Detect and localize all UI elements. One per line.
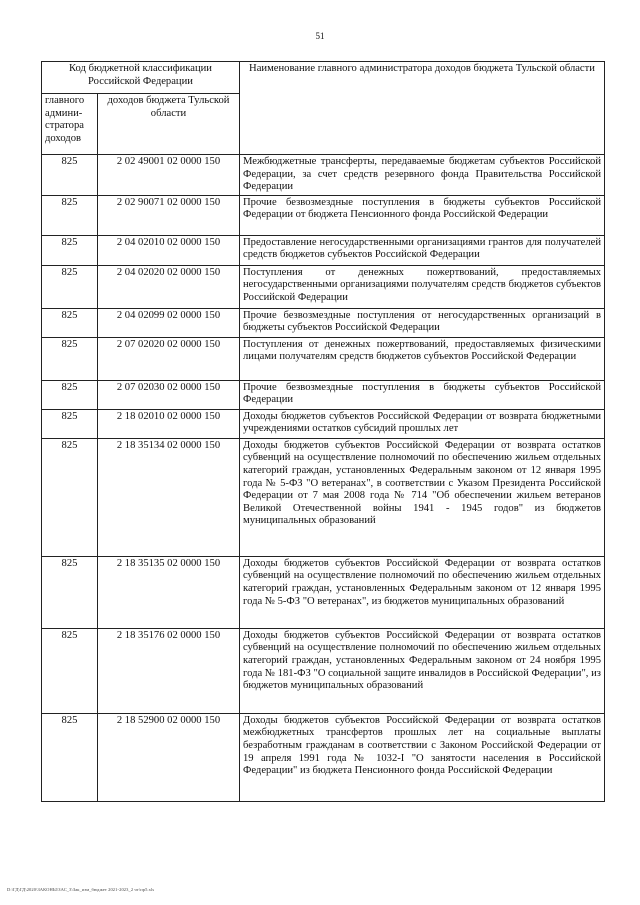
table-row bbox=[42, 438, 605, 556]
admin-code-cell: 825 bbox=[42, 713, 98, 801]
table-row bbox=[42, 337, 605, 380]
admin-code-cell: 825 bbox=[42, 195, 98, 235]
header-classification-code: Код бюджетной классификации Российской Федерации bbox=[42, 62, 240, 94]
header-administrator-name: Наименование главного администратора доходов бюджета Тульской области bbox=[240, 62, 605, 155]
table-row bbox=[42, 265, 605, 308]
admin-code-cell: 825 bbox=[42, 628, 98, 713]
page-number: 51 bbox=[315, 31, 325, 41]
table-row bbox=[42, 195, 605, 235]
admin-code-cell: 825 bbox=[42, 337, 98, 380]
income-name-cell: Прочие безвозмездные поступления в бюджеты субъектов Российской Федерации от бюджета Пенсионного фонда Российской Федерации bbox=[240, 195, 605, 235]
income-name-cell: Межбюджетные трансферты, передаваемые бюджетам субъектов Российской Федерации, за счет средств резервного фонда Правительства Российской Федерации bbox=[240, 155, 605, 196]
admin-code-cell: 825 bbox=[42, 409, 98, 438]
admin-code-cell: 825 bbox=[42, 308, 98, 337]
income-name-cell: Доходы бюджетов субъектов Российской Федерации от возврата бюджетными учреждениями остатков субсидий прошлых лет bbox=[240, 409, 605, 438]
header-main-administrator: главного админи-стратора доходов bbox=[42, 94, 98, 155]
budget-classification-table bbox=[41, 61, 605, 802]
table-row bbox=[42, 308, 605, 337]
table-row bbox=[42, 713, 605, 801]
income-code-cell: 2 07 02020 02 0000 150 bbox=[98, 337, 240, 380]
admin-code-cell: 825 bbox=[42, 265, 98, 308]
header-income-code: доходов бюджета Тульской области bbox=[98, 94, 240, 155]
table-row bbox=[42, 155, 605, 196]
admin-code-cell: 825 bbox=[42, 235, 98, 265]
table-row bbox=[42, 409, 605, 438]
table-row bbox=[42, 628, 605, 713]
admin-code-cell: 825 bbox=[42, 438, 98, 556]
file-path-footer: D:\ГД\ГД\2020\ЗАКОНЫ\ЗАС_3\Зак_изм_бюджет 2021-2023_2 чт\пр5.xls bbox=[7, 887, 155, 892]
income-code-cell: 2 18 35135 02 0000 150 bbox=[98, 556, 240, 628]
admin-code-cell: 825 bbox=[42, 556, 98, 628]
income-code-cell: 2 07 02030 02 0000 150 bbox=[98, 380, 240, 409]
income-name-cell: Доходы бюджетов субъектов Российской Федерации от возврата остатков субвенций на осуществление полномочий по обеспечению жильем отдельных категорий граждан, установленных Федеральным законом от 12 января 1995 года № 5-ФЗ "О ветеранах", из бюджетов муниципальных образований bbox=[240, 556, 605, 628]
income-name-cell: Прочие безвозмездные поступления от негосударственных организаций в бюджеты субъектов Российской Федерации bbox=[240, 308, 605, 337]
income-name-cell: Доходы бюджетов субъектов Российской Федерации от возврата остатков межбюджетных трансфертов прошлых лет на социальные выплаты безработным гражданам в соответствии с Законом Российской Федерации от 19 апреля 1991 года № 1032-I "О занятости населения в Российской Федерации" из бюджета Пенсионного фонда Российской Федерации bbox=[240, 713, 605, 801]
income-name-cell: Доходы бюджетов субъектов Российской Федерации от возврата остатков субвенций на осуществление полномочий по обеспечению жильем отдельных категорий граждан, установленных Федеральным законом от 24 ноября 1995 года № 181-ФЗ "О социальной защите инвалидов в Российской Федерации", из бюджетов муниципальных образований bbox=[240, 628, 605, 713]
income-code-cell: 2 02 49001 02 0000 150 bbox=[98, 155, 240, 196]
table-row bbox=[42, 556, 605, 628]
income-name-cell: Поступления от денежных пожертвований, предоставляемых физическими лицами получателям средств бюджетов субъектов Российской Федерации bbox=[240, 337, 605, 380]
income-name-cell: Поступления от денежных пожертвований, предоставляемых негосударственными организациями получателям средств бюджетов субъектов Российской Федерации bbox=[240, 265, 605, 308]
admin-code-cell: 825 bbox=[42, 155, 98, 196]
income-code-cell: 2 02 90071 02 0000 150 bbox=[98, 195, 240, 235]
income-code-cell: 2 18 35176 02 0000 150 bbox=[98, 628, 240, 713]
income-code-cell: 2 18 02010 02 0000 150 bbox=[98, 409, 240, 438]
income-code-cell: 2 04 02099 02 0000 150 bbox=[98, 308, 240, 337]
table-row bbox=[42, 235, 605, 265]
income-code-cell: 2 18 35134 02 0000 150 bbox=[98, 438, 240, 556]
table-row bbox=[42, 380, 605, 409]
income-code-cell: 2 04 02020 02 0000 150 bbox=[98, 265, 240, 308]
income-name-cell: Предоставление негосударственными организациями грантов для получателей средств бюджетов субъектов Российской Федерации bbox=[240, 235, 605, 265]
admin-code-cell: 825 bbox=[42, 380, 98, 409]
income-code-cell: 2 18 52900 02 0000 150 bbox=[98, 713, 240, 801]
income-name-cell: Доходы бюджетов субъектов Российской Федерации от возврата остатков субвенций на осуществление полномочий по обеспечению жильем отдельных категорий граждан, установленных Федеральным законом от 12 января 1995 года № 5-ФЗ "О ветеранах", в соответствии с Указом Президента Российской Федерации от 7 мая 2008 года № 714 "Об обеспечении жильем ветеранов Великой Отечественной войны 1941 - 1945 годов" из бюджетов муниципальных образований bbox=[240, 438, 605, 556]
income-code-cell: 2 04 02010 02 0000 150 bbox=[98, 235, 240, 265]
income-name-cell: Прочие безвозмездные поступления в бюджеты субъектов Российской Федерации bbox=[240, 380, 605, 409]
